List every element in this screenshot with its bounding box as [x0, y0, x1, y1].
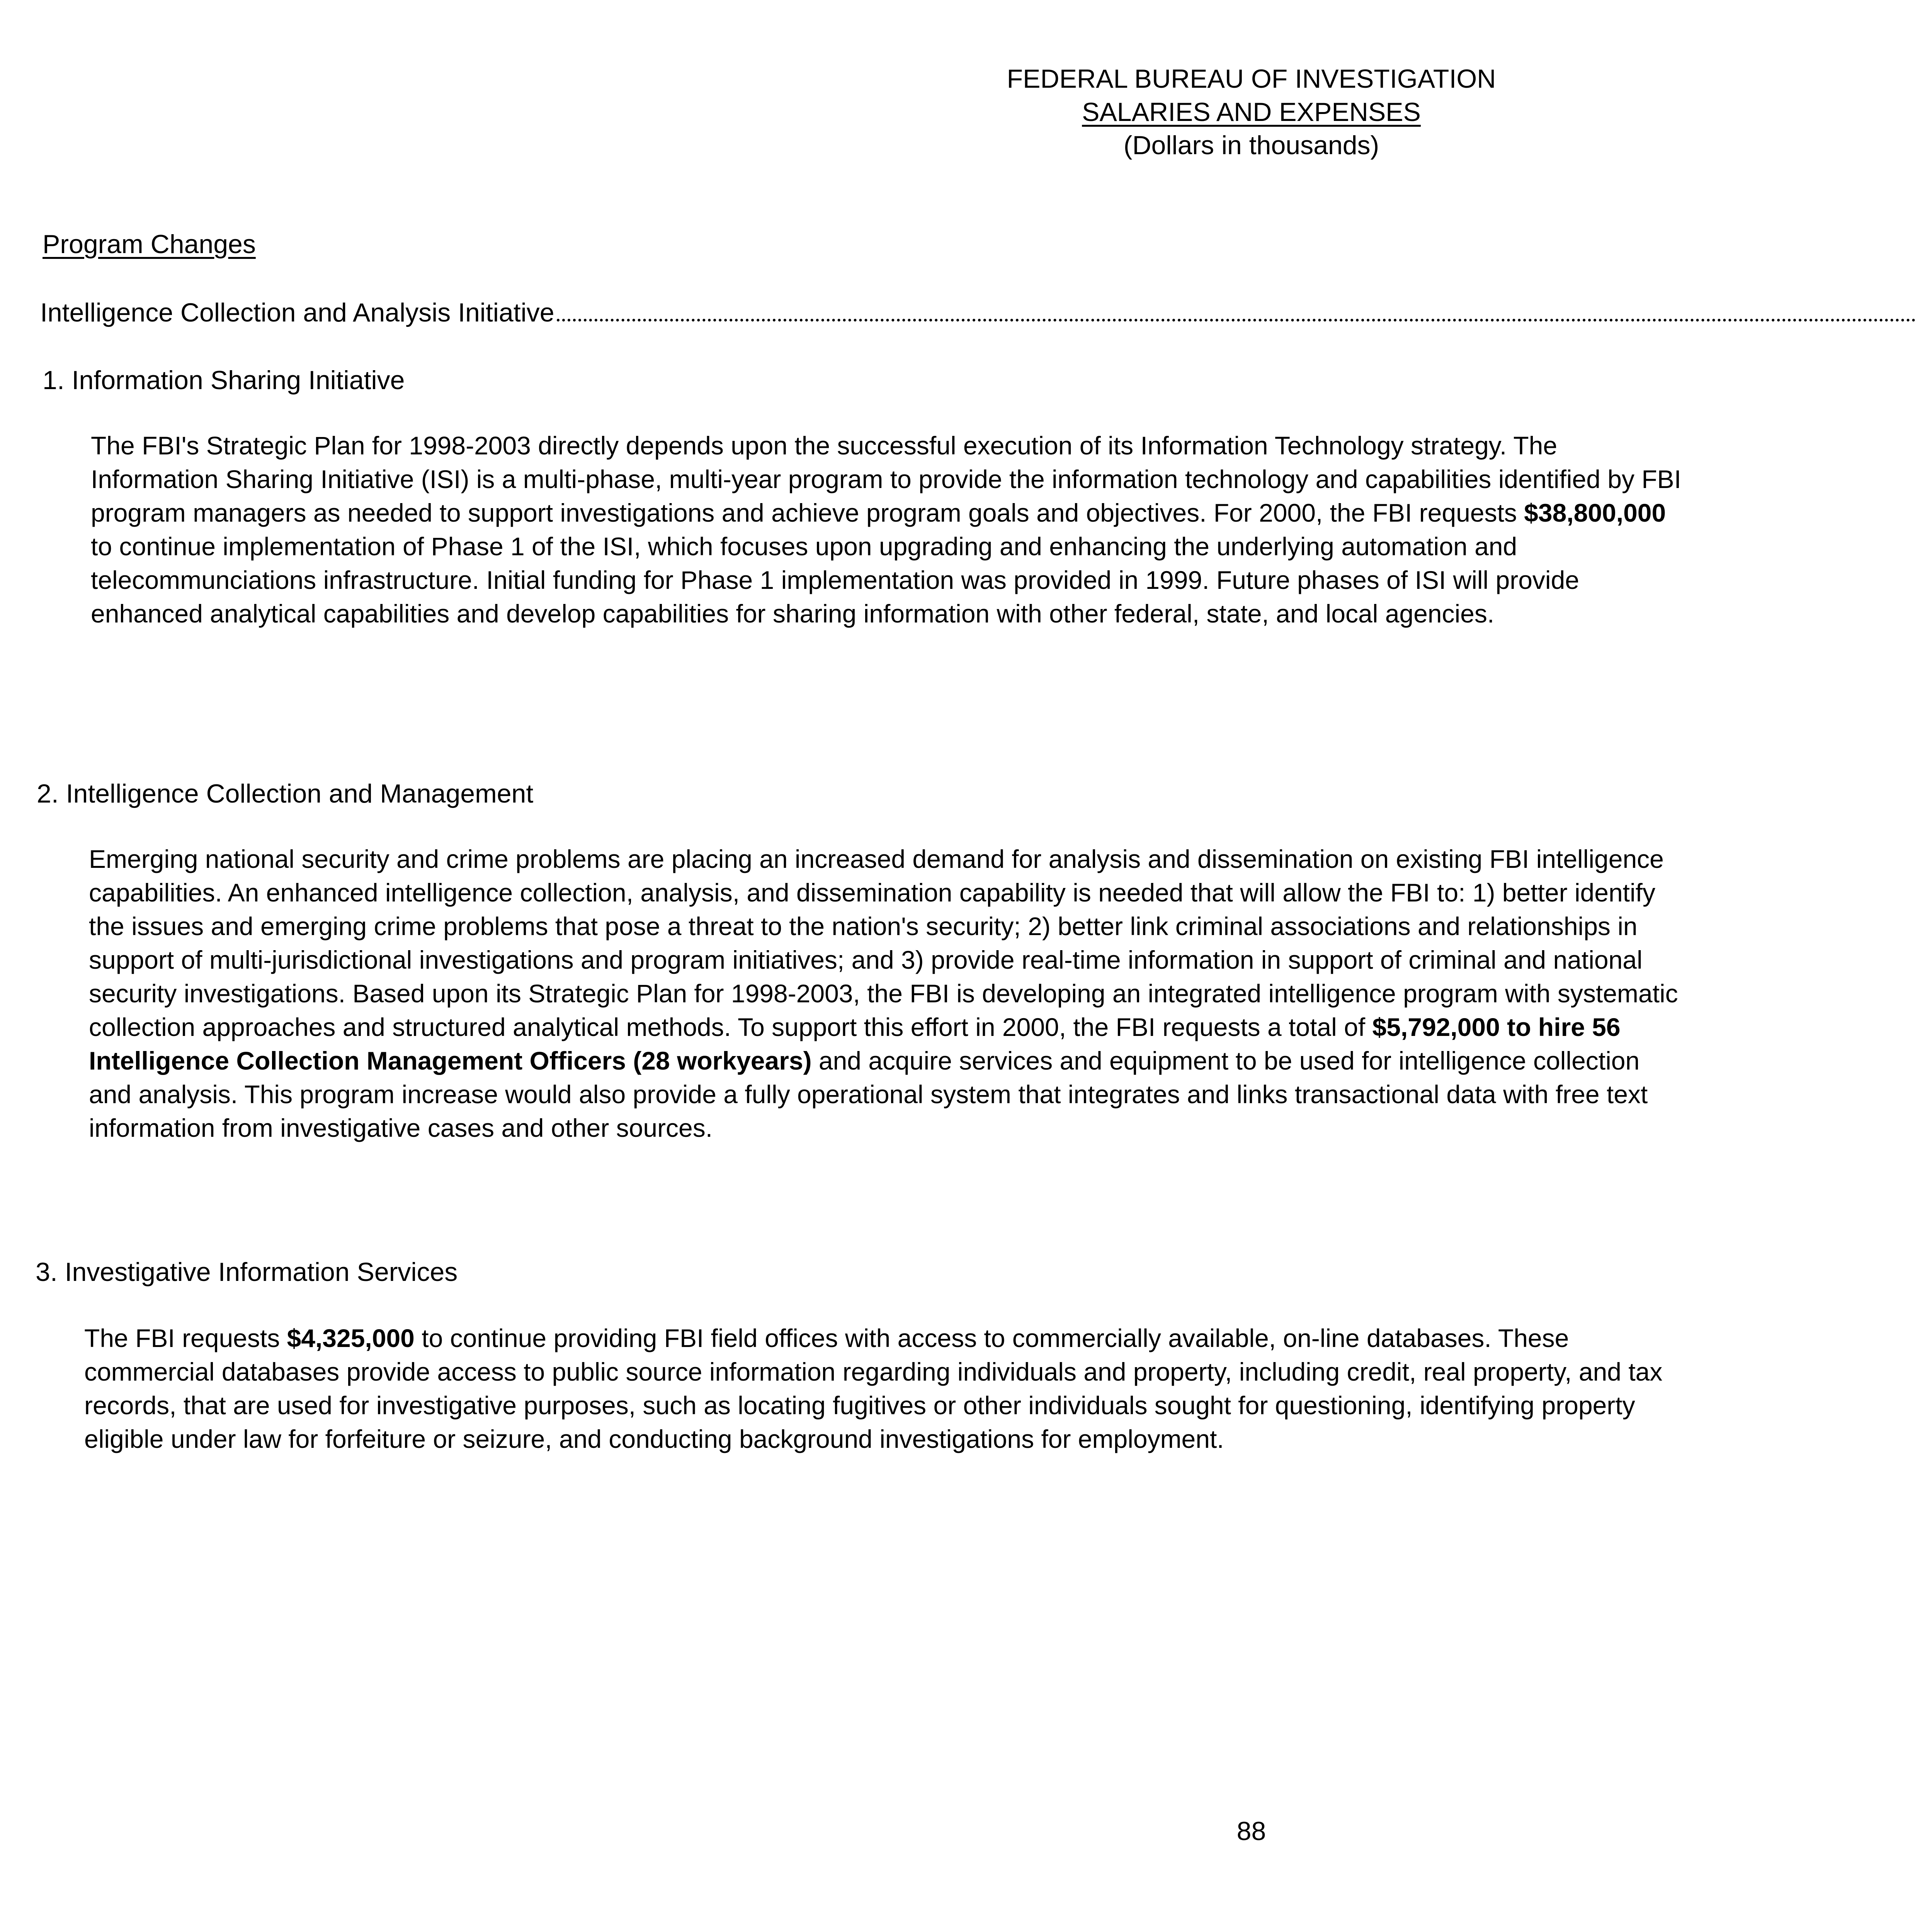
- section-1-body: [91, 429, 1690, 631]
- section-1-text-b: to continue implementation of Phase 1 of the ISI, which focuses upon upgrading and enhancing the underlying automation and telecommunciations infrastructure. Initial funding for Phase 1 implementation was provided in 1999. Future phases of ISI will provide enhanced analytical capabilities and develop capabilities for sharing information with other federal, state, and local agencies.: [91, 532, 1580, 628]
- section-2-request: $5,792,000 to hire 56 Intelligence Collection Management Officers (28 workyears): [89, 1013, 1621, 1075]
- initiative-row: [40, 298, 1918, 328]
- section-1-heading: 1. Information Sharing Initiative: [43, 366, 405, 395]
- section-1-amount: $38,800,000: [1524, 498, 1666, 527]
- section-3-body: [84, 1321, 1684, 1456]
- section-3-heading: 3. Investigative Information Services: [36, 1257, 458, 1287]
- section-3-text-b: to continue providing FBI field offices with access to commercially available, on-line databases. These commercial databases provide access to public source information regarding individuals and property, including credit, real property, and tax records, that are used for investigative purposes, such as locating fugitives or other individuals sought for questioning, identifying property eligible under law for forfeiture or seizure, and conducting background investigations for employment.: [84, 1324, 1663, 1453]
- account-title: [0, 96, 1932, 128]
- section-2-heading: 2. Intelligence Collection and Management: [37, 779, 534, 808]
- program-changes-label: Program Changes: [43, 230, 256, 259]
- section-3-text-a: The FBI requests: [84, 1324, 287, 1352]
- account-title-text: SALARIES AND EXPENSES: [1082, 97, 1421, 127]
- page-number: 88: [1236, 1816, 1266, 1846]
- agency-title: FEDERAL BUREAU OF INVESTIGATION: [1007, 64, 1496, 94]
- section-3-amount: $4,325,000: [287, 1324, 415, 1352]
- section-2-text-b: and acquire services and equipment to be used for intelligence collection and analysis. This program increase would also provide a fully operational system that integrates and links transactional data with free text information from investigative cases and other sources.: [89, 1046, 1648, 1142]
- dot-leader: [557, 319, 1916, 321]
- section-1-text-a: The FBI's Strategic Plan for 1998-2003 directly depends upon the successful execution of its Information Technology strategy. The Information Sharing Initiative (ISI) is a multi-phase, multi-year program to provide the information technology and capabilities identified by FBI program managers as needed to support investigations and achieve program goals and objectives. For 2000, the FBI requests: [91, 431, 1682, 527]
- section-2-text-a: Emerging national security and crime problems are placing an increased demand for analysis and dissemination on existing FBI intelligence capabilities. An enhanced intelligence collection, analysis, and dissemination capability is needed that will allow the FBI to: 1) better identify the issues and emerging crime problems that pose a threat to the nation's security; 2) better link criminal associations and relationships in support of multi-jurisdictional investigations and program initiatives; and 3) provide real-time information in support of criminal and national security investigations. Based upon its Strategic Plan for 1998-2003, the FBI is developing an integrated intelligence program with systematic collection approaches and structured analytical methods. To support this effort in 2000, the FBI requests a total of: [89, 845, 1678, 1041]
- initiative-title: Intelligence Collection and Analysis Initiative: [40, 298, 554, 327]
- section-2-body: [89, 842, 1689, 1145]
- units-note: (Dollars in thousands): [1123, 131, 1379, 160]
